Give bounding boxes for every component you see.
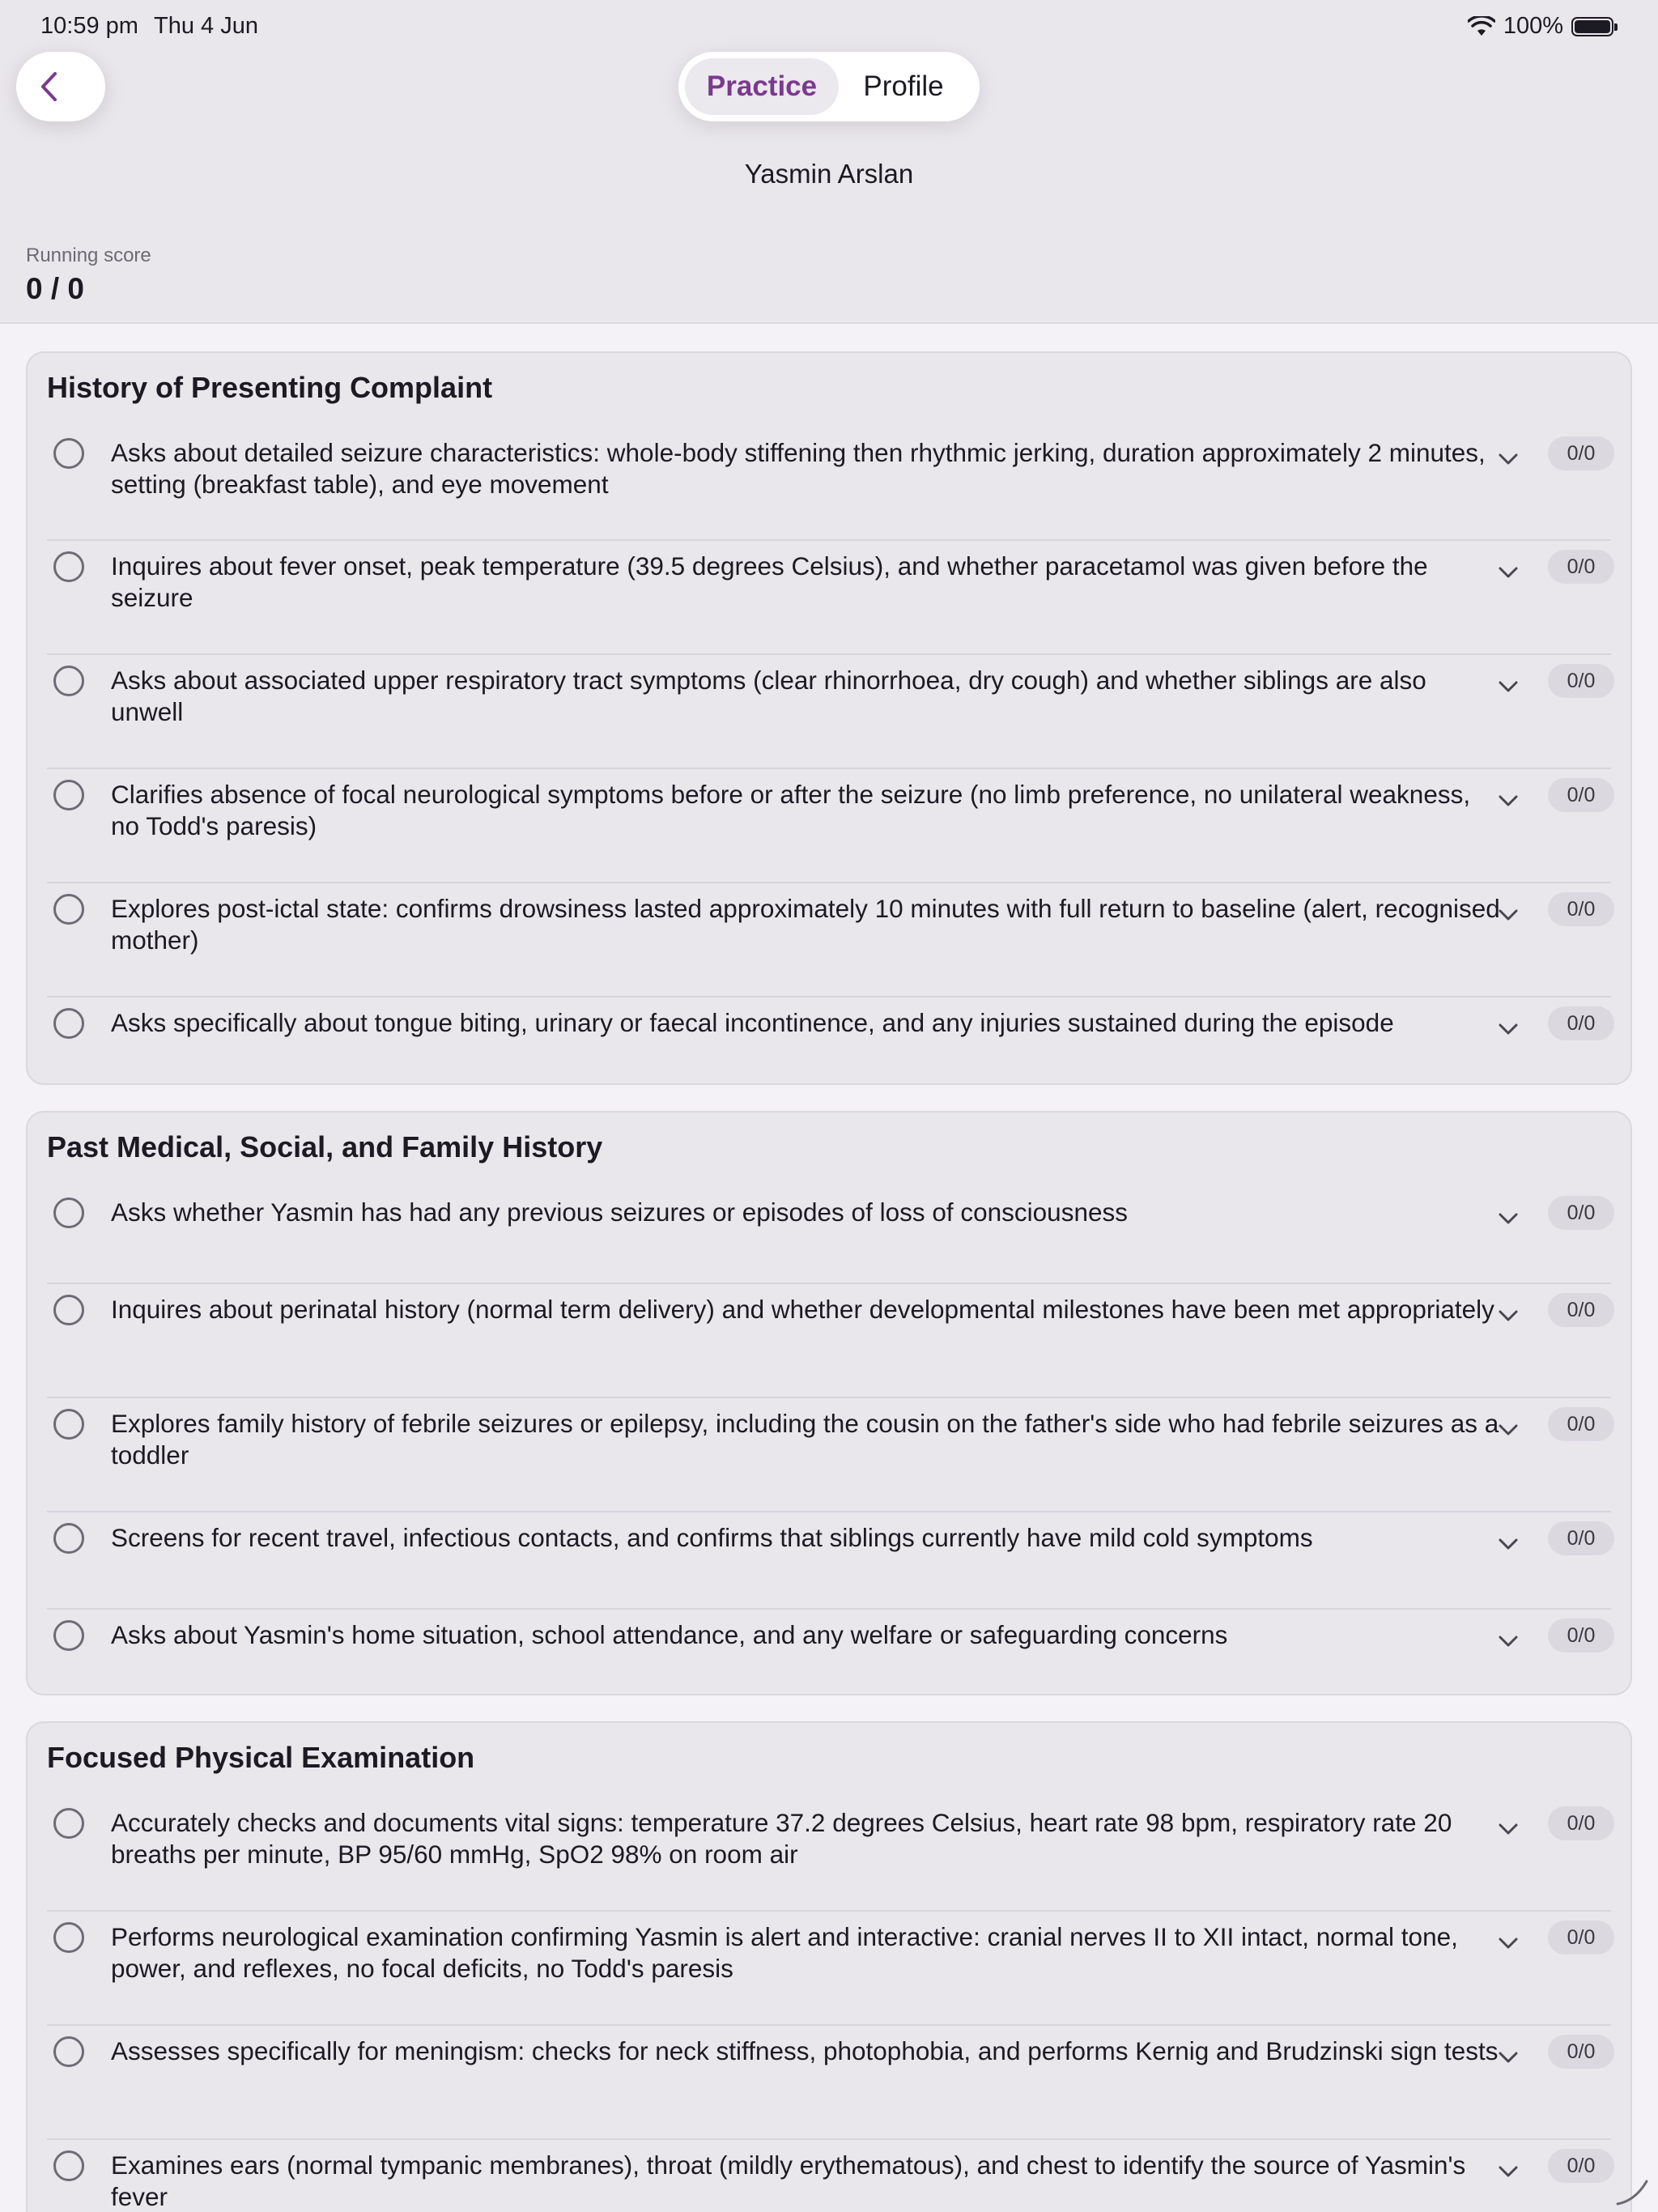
criterion-text: Accurately checks and documents vital signs: temperature 37.2 degrees Celsius, heart rate 98 bpm, respiratory rate 20 breaths per minute, BP 95/60 mmHg, SpO2 98% on room air [111,1808,1452,1869]
criterion-checkbox[interactable] [53,894,84,925]
criterion-row[interactable] [47,998,1611,1095]
back-button[interactable] [16,52,105,121]
criterion-score-badge: 0/0 [1548,778,1614,812]
criterion-text: Inquires about perinatal history (normal term delivery) and whether developmental milestones have been met appropriately [111,1295,1494,1324]
status-time: 10:59 pm [40,13,138,39]
criterion-text: Asks about Yasmin's home situation, school attendance, and any welfare or safeguarding concerns [111,1620,1228,1649]
status-date: Thu 4 Jun [154,13,258,39]
criterion-text: Explores post-ictal state: confirms drowsiness lasted approximately 10 minutes with full return to baseline (alert, recognised mother) [111,894,1500,955]
patient-name: Yasmin Arslan [744,159,914,189]
criterion-checkbox[interactable] [53,1523,84,1554]
criterion-checkbox[interactable] [53,780,84,810]
section-title: Past Medical, Social, and Family History [47,1130,603,1163]
criterion-score-badge: 0/0 [1548,1196,1614,1230]
criterion-row[interactable] [47,1398,1611,1512]
chevron-down-icon[interactable] [1497,793,1520,808]
chevron-down-icon[interactable] [1497,1308,1520,1323]
criterion-score-badge: 0/0 [1548,892,1614,926]
chevron-down-icon[interactable] [1497,1634,1520,1648]
tab-practice[interactable]: Practice [685,58,839,115]
criteria-list [47,1187,1611,1707]
chevron-down-icon[interactable] [1497,679,1520,694]
criterion-score-badge: 0/0 [1548,1806,1614,1840]
criterion-score-badge: 0/0 [1548,2149,1614,2183]
criterion-checkbox[interactable] [53,2150,84,2181]
criterion-checkbox[interactable] [53,2036,84,2067]
chevron-down-icon[interactable] [1497,1022,1520,1036]
chevron-down-icon[interactable] [1497,1537,1520,1551]
criterion-checkbox[interactable] [53,1620,84,1651]
resize-handle-icon [1611,2167,1652,2207]
chevron-down-icon[interactable] [1497,452,1520,466]
criterion-text: Explores family history of febrile seizures or epilepsy, including the cousin on the father's side who had febrile seizures as a toddler [111,1409,1499,1470]
criterion-checkbox[interactable] [53,1008,84,1039]
wifi-icon [1468,16,1495,37]
status-bar [0,0,1658,52]
criterion-score-badge: 0/0 [1548,1619,1614,1653]
status-indicators [1468,13,1613,40]
criterion-text: Asks specifically about tongue biting, urinary or faecal incontinence, and any injuries sustained during the episode [111,1008,1394,1037]
criterion-row[interactable] [47,655,1611,769]
running-score-label: Running score [26,245,151,266]
criterion-text: Asks whether Yasmin has had any previous seizures or episodes of loss of consciousness [111,1197,1128,1227]
criterion-row[interactable] [47,1512,1611,1610]
mode-segmented-control [678,52,980,121]
tab-profile[interactable]: Profile [863,70,944,102]
criterion-text: Performs neurological examination confirming Yasmin is alert and interactive: cranial nerves II to XII intact, normal tone, power, and reflexes, no focal deficits, no Todd's paresis [111,1922,1458,1983]
criterion-checkbox[interactable] [53,551,84,582]
criterion-text: Asks about associated upper respiratory tract symptoms (clear rhinorrhoea, dry cough) and whether siblings are also unwell [111,666,1426,726]
criterion-text: Screens for recent travel, infectious contacts, and confirms that siblings currently have mild cold symptoms [111,1523,1313,1552]
chevron-down-icon[interactable] [1497,2164,1520,2179]
criterion-score-badge: 0/0 [1548,1521,1614,1555]
criterion-score-badge: 0/0 [1548,1006,1614,1040]
criterion-row[interactable] [47,1610,1611,1707]
criterion-checkbox[interactable] [53,1409,84,1440]
rubric-section [26,351,1632,1085]
criterion-checkbox[interactable] [53,1295,84,1325]
running-score-value: 0 / 0 [26,272,84,305]
criterion-score-badge: 0/0 [1548,1921,1614,1955]
criterion-text: Assesses specifically for meningism: checks for neck stiffness, photophobia, and performs Kernig and Brudzinski sign tests [111,2036,1499,2065]
chevron-down-icon[interactable] [1497,1211,1520,1226]
rubric-section [26,1111,1632,1695]
chevron-down-icon[interactable] [1497,565,1520,580]
criterion-checkbox[interactable] [53,1808,84,1839]
criterion-row[interactable] [47,2026,1611,2140]
criterion-row[interactable] [47,769,1611,883]
criterion-row[interactable] [47,428,1611,541]
chevron-down-icon[interactable] [1497,1936,1520,1950]
section-title: Focused Physical Examination [47,1741,475,1774]
criterion-text: Asks about detailed seizure characteristics: whole-body stiffening then rhythmic jerking, duration approximately 2 minutes, setting (breakfast table), and eye movement [111,438,1486,499]
criterion-text: Clarifies absence of focal neurological symptoms before or after the seizure (no limb preference, no unilateral weakness, no Todd's paresis) [111,780,1471,840]
criterion-score-badge: 0/0 [1548,2035,1614,2069]
criterion-score-badge: 0/0 [1548,664,1614,698]
chevron-down-icon[interactable] [1497,1423,1520,1437]
section-title: History of Presenting Complaint [47,371,493,404]
chevron-left-icon [39,70,58,103]
criterion-score-badge: 0/0 [1548,1407,1614,1441]
battery-percent: 100% [1503,13,1563,39]
battery-icon [1571,17,1613,36]
criterion-checkbox[interactable] [53,1197,84,1228]
criterion-checkbox[interactable] [53,666,84,696]
criterion-row[interactable] [47,2140,1611,2212]
chevron-down-icon[interactable] [1497,908,1520,922]
criterion-score-badge: 0/0 [1548,550,1614,584]
criterion-score-badge: 0/0 [1548,1293,1614,1327]
chevron-down-icon[interactable] [1497,1822,1520,1836]
criterion-checkbox[interactable] [53,438,84,469]
criterion-checkbox[interactable] [53,1922,84,1953]
criteria-list [47,1797,1611,2212]
criterion-score-badge: 0/0 [1548,436,1614,470]
chevron-down-icon[interactable] [1497,2050,1520,2065]
criterion-row[interactable] [47,1797,1611,1912]
criterion-text: Inquires about fever onset, peak temperature (39.5 degrees Celsius), and whether paracetamol was given before the seizure [111,551,1428,612]
criterion-row[interactable] [47,1912,1611,2026]
criterion-row[interactable] [47,1187,1611,1284]
rubric-section [26,1721,1632,2212]
criterion-row[interactable] [47,1284,1611,1398]
criteria-list [47,428,1611,1095]
criterion-row[interactable] [47,883,1611,998]
criterion-row[interactable] [47,541,1611,655]
criterion-text: Examines ears (normal tympanic membranes), throat (mildly erythematous), and chest to identify the source of Yasmin's fever [111,2150,1466,2211]
